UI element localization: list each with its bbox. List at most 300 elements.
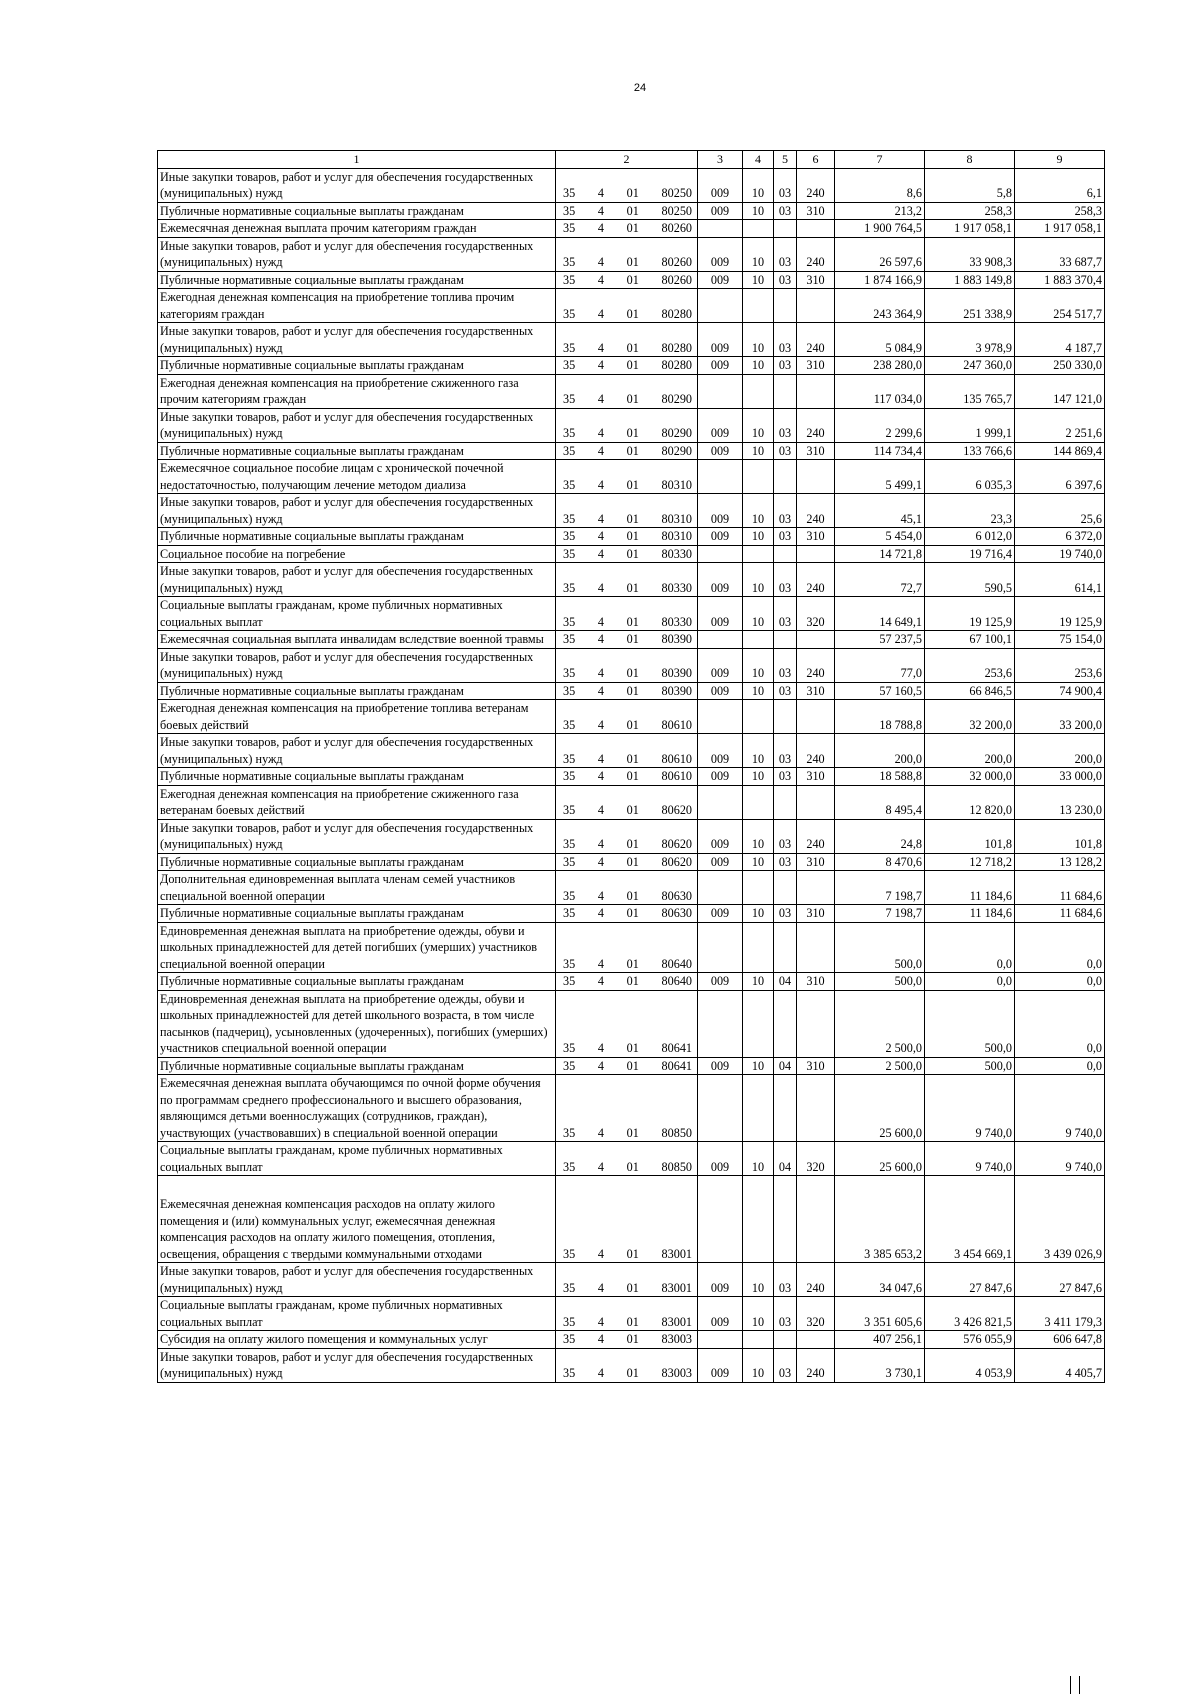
- code-part: 4: [597, 477, 604, 492]
- col-3-cell: 009: [698, 1263, 743, 1297]
- value-col-8: 590,5: [925, 563, 1015, 597]
- row-code: [556, 408, 698, 442]
- row-code: [556, 1142, 698, 1176]
- code-part: 80260: [661, 255, 692, 269]
- code-part: 01: [626, 1280, 639, 1295]
- value-col-7: 5 084,9: [835, 323, 925, 357]
- code-part: 4: [597, 717, 604, 732]
- value-col-9: 3 439 026,9: [1015, 1176, 1105, 1263]
- col-3-cell: [698, 1331, 743, 1349]
- value-col-9: 25,6: [1015, 494, 1105, 528]
- value-col-9: 33 200,0: [1015, 700, 1105, 734]
- code-part: 01: [626, 1125, 639, 1140]
- table-row: [158, 1331, 1105, 1349]
- value-col-7: 1 874 166,9: [835, 271, 925, 289]
- table-row: [158, 323, 1105, 357]
- col-4-cell: 10: [743, 1057, 774, 1075]
- value-col-8: 101,8: [925, 819, 1015, 853]
- value-col-8: 200,0: [925, 734, 1015, 768]
- row-name: Иные закупки товаров, работ и услуг для обеспечения государственных (муниципальных) нужд: [158, 237, 556, 271]
- value-col-9: 75 154,0: [1015, 631, 1105, 649]
- table-row: [158, 408, 1105, 442]
- code-part: 80290: [661, 392, 692, 406]
- col-5-cell: 03: [774, 323, 797, 357]
- code-part: 01: [626, 974, 639, 988]
- scan-edge-mark: [1070, 1676, 1093, 1694]
- code-parts: [558, 528, 695, 545]
- value-col-7: 25 600,0: [835, 1075, 925, 1142]
- row-code: [556, 460, 698, 494]
- row-code: [556, 374, 698, 408]
- code-part: 35: [563, 272, 576, 287]
- col-4-cell: 10: [743, 357, 774, 375]
- value-col-9: 258,3: [1015, 202, 1105, 220]
- row-code: [556, 289, 698, 323]
- col-5-cell: 03: [774, 408, 797, 442]
- code-parts: [558, 1040, 695, 1057]
- code-part: 80330: [661, 580, 692, 595]
- row-name: Иные закупки товаров, работ и услуг для обеспечения государственных (муниципальных) нужд: [158, 408, 556, 442]
- col-6-cell: [797, 785, 835, 819]
- value-col-7: 45,1: [835, 494, 925, 528]
- col-6-cell: 310: [797, 768, 835, 786]
- row-code: [556, 237, 698, 271]
- code-part: 35: [563, 1058, 576, 1073]
- table-row: [158, 990, 1105, 1057]
- row-code: [556, 768, 698, 786]
- table-row: [158, 545, 1105, 563]
- value-col-8: 19 125,9: [925, 597, 1015, 631]
- col-6-cell: 320: [797, 597, 835, 631]
- row-name: Иные закупки товаров, работ и услуг для обеспечения государственных (муниципальных) нужд: [158, 734, 556, 768]
- col-3-cell: [698, 220, 743, 238]
- row-name: Ежемесячная денежная выплата обучающимся по очной форме обучения по программам среднего профессионального и высшего образования, являющимся детьми военнослужащих (сотрудников, граждан), участвующих (участвовавших) в специальной военной операции: [158, 1075, 556, 1142]
- value-col-7: 8 495,4: [835, 785, 925, 819]
- col-5-cell: [774, 785, 797, 819]
- code-part: 01: [626, 186, 639, 200]
- code-part: 35: [563, 906, 576, 920]
- row-name: Единовременная денежная выплата на приобретение одежды, обуви и школьных принадлежностей для детей школьного возраста, в том числе пасынков (падчериц), усыновленных (удочеренных), погибших (умерших) участников специальной военной операции: [158, 990, 556, 1057]
- code-part: 01: [626, 255, 639, 269]
- col-5-cell: [774, 700, 797, 734]
- value-col-9: 0,0: [1015, 973, 1105, 991]
- value-col-8: 0,0: [925, 922, 1015, 973]
- table-row: [158, 357, 1105, 375]
- code-part: 80250: [661, 203, 692, 218]
- code-part: 4: [597, 1041, 604, 1055]
- value-col-8: 4 053,9: [925, 1348, 1015, 1382]
- code-part: 4: [597, 1159, 604, 1174]
- code-part: 35: [563, 1366, 576, 1380]
- col-4-cell: [743, 922, 774, 973]
- row-name: Иные закупки товаров, работ и услуг для обеспечения государственных (муниципальных) нужд: [158, 819, 556, 853]
- col-5-cell: [774, 1331, 797, 1349]
- value-col-7: 200,0: [835, 734, 925, 768]
- value-col-7: 2 299,6: [835, 408, 925, 442]
- value-col-9: 33 687,7: [1015, 237, 1105, 271]
- code-part: 35: [563, 614, 576, 629]
- code-parts: [558, 1159, 695, 1176]
- header-cell: 5: [774, 151, 797, 169]
- col-3-cell: [698, 374, 743, 408]
- table-row: [158, 1057, 1105, 1075]
- col-6-cell: [797, 631, 835, 649]
- table-row: [158, 460, 1105, 494]
- code-part: 4: [597, 837, 604, 851]
- code-parts: [558, 665, 695, 682]
- row-code: [556, 648, 698, 682]
- table-row: [158, 922, 1105, 973]
- value-col-9: 144 869,4: [1015, 442, 1105, 460]
- row-code: [556, 905, 698, 923]
- code-part: 35: [563, 751, 576, 766]
- code-part: 4: [597, 529, 604, 543]
- row-code: [556, 922, 698, 973]
- col-3-cell: [698, 1075, 743, 1142]
- col-4-cell: 10: [743, 682, 774, 700]
- code-part: 80610: [661, 751, 692, 766]
- code-parts: [558, 905, 695, 922]
- code-parts: [558, 973, 695, 990]
- row-code: [556, 871, 698, 905]
- code-part: 01: [626, 1246, 639, 1261]
- col-3-cell: 009: [698, 442, 743, 460]
- code-part: 35: [563, 426, 576, 440]
- code-part: 4: [597, 272, 604, 287]
- code-part: 4: [597, 340, 604, 355]
- row-code: [556, 682, 698, 700]
- row-name: Ежегодная денежная компенсация на приобретение топлива прочим категориям граждан: [158, 289, 556, 323]
- value-col-8: 23,3: [925, 494, 1015, 528]
- table-row: [158, 271, 1105, 289]
- value-col-9: 0,0: [1015, 922, 1105, 973]
- code-part: 83003: [661, 1332, 692, 1346]
- code-part: 35: [563, 306, 576, 321]
- code-part: 35: [563, 683, 576, 698]
- row-name: Ежемесячное социальное пособие лицам с хронической почечной недостаточностью, получающим лечение методом диализа: [158, 460, 556, 494]
- row-code: [556, 271, 698, 289]
- col-6-cell: [797, 1176, 835, 1263]
- value-col-8: 133 766,6: [925, 442, 1015, 460]
- value-col-7: 2 500,0: [835, 990, 925, 1057]
- value-col-9: 1 917 058,1: [1015, 220, 1105, 238]
- value-col-8: 27 847,6: [925, 1263, 1015, 1297]
- table-row: [158, 853, 1105, 871]
- table-row: [158, 1075, 1105, 1142]
- value-col-8: 6 035,3: [925, 460, 1015, 494]
- col-6-cell: [797, 700, 835, 734]
- code-parts: [558, 220, 695, 237]
- table-body: [158, 151, 1105, 1383]
- code-parts: [558, 802, 695, 819]
- code-part: 4: [597, 956, 604, 971]
- code-part: 4: [597, 854, 604, 869]
- code-parts: [558, 854, 695, 871]
- code-parts: [558, 751, 695, 768]
- col-3-cell: 009: [698, 168, 743, 202]
- code-part: 83001: [661, 1314, 692, 1329]
- table-row: [158, 905, 1105, 923]
- col-6-cell: 310: [797, 202, 835, 220]
- code-part: 83001: [661, 1280, 692, 1295]
- value-col-8: 6 012,0: [925, 528, 1015, 546]
- value-col-8: 251 338,9: [925, 289, 1015, 323]
- code-part: 4: [597, 1246, 604, 1261]
- code-part: 01: [626, 837, 639, 851]
- row-code: [556, 220, 698, 238]
- col-4-cell: 10: [743, 442, 774, 460]
- row-name: Ежемесячная денежная выплата прочим категориям граждан: [158, 220, 556, 238]
- col-5-cell: 04: [774, 973, 797, 991]
- code-part: 35: [563, 477, 576, 492]
- code-part: 4: [597, 888, 604, 903]
- col-6-cell: 310: [797, 973, 835, 991]
- row-code: [556, 1263, 698, 1297]
- code-parts: [558, 391, 695, 408]
- row-code: [556, 819, 698, 853]
- value-col-7: 14 721,8: [835, 545, 925, 563]
- header-cell: 4: [743, 151, 774, 169]
- col-4-cell: 10: [743, 905, 774, 923]
- col-4-cell: 10: [743, 237, 774, 271]
- col-6-cell: 310: [797, 853, 835, 871]
- col-6-cell: 310: [797, 905, 835, 923]
- code-part: 01: [626, 529, 639, 543]
- code-part: 35: [563, 1041, 576, 1055]
- col-4-cell: [743, 545, 774, 563]
- value-col-8: 12 820,0: [925, 785, 1015, 819]
- code-part: 01: [626, 632, 639, 646]
- col-3-cell: 009: [698, 323, 743, 357]
- page-number: 24: [633, 82, 647, 94]
- code-part: 4: [597, 580, 604, 595]
- value-col-7: 5 454,0: [835, 528, 925, 546]
- row-name: Иные закупки товаров, работ и услуг для обеспечения государственных (муниципальных) нужд: [158, 1263, 556, 1297]
- code-part: 35: [563, 443, 576, 458]
- col-4-cell: 10: [743, 973, 774, 991]
- col-3-cell: 009: [698, 1142, 743, 1176]
- code-part: 01: [626, 426, 639, 440]
- code-part: 01: [626, 906, 639, 920]
- code-part: 4: [597, 443, 604, 458]
- code-part: 80280: [661, 306, 692, 321]
- row-code: [556, 563, 698, 597]
- col-3-cell: 009: [698, 853, 743, 871]
- table-row: [158, 1297, 1105, 1331]
- col-5-cell: 03: [774, 494, 797, 528]
- row-name: Иные закупки товаров, работ и услуг для обеспечения государственных (муниципальных) нужд: [158, 494, 556, 528]
- code-part: 80850: [661, 1159, 692, 1174]
- code-part: 35: [563, 769, 576, 783]
- code-part: 4: [597, 769, 604, 783]
- value-col-9: 1 883 370,4: [1015, 271, 1105, 289]
- value-col-8: 135 765,7: [925, 374, 1015, 408]
- code-part: 01: [626, 580, 639, 595]
- code-part: 4: [597, 426, 604, 440]
- code-part: 01: [626, 1332, 639, 1346]
- row-code: [556, 528, 698, 546]
- col-3-cell: [698, 289, 743, 323]
- code-parts: [558, 1365, 695, 1382]
- value-col-9: 13 230,0: [1015, 785, 1105, 819]
- col-3-cell: 009: [698, 408, 743, 442]
- col-5-cell: 04: [774, 1142, 797, 1176]
- code-part: 4: [597, 1366, 604, 1380]
- value-col-8: 5,8: [925, 168, 1015, 202]
- row-name: Иные закупки товаров, работ и услуг для обеспечения государственных (муниципальных) нужд: [158, 323, 556, 357]
- row-name: Публичные нормативные социальные выплаты гражданам: [158, 853, 556, 871]
- code-part: 35: [563, 221, 576, 235]
- row-name: Иные закупки товаров, работ и услуг для обеспечения государственных (муниципальных) нужд: [158, 563, 556, 597]
- code-part: 35: [563, 203, 576, 218]
- col-5-cell: 03: [774, 271, 797, 289]
- value-col-8: 66 846,5: [925, 682, 1015, 700]
- row-name: Публичные нормативные социальные выплаты гражданам: [158, 1057, 556, 1075]
- code-part: 4: [597, 358, 604, 372]
- code-part: 01: [626, 769, 639, 783]
- value-col-7: 7 198,7: [835, 905, 925, 923]
- col-6-cell: 320: [797, 1297, 835, 1331]
- value-col-9: 614,1: [1015, 563, 1105, 597]
- code-part: 01: [626, 221, 639, 235]
- col-5-cell: 03: [774, 682, 797, 700]
- row-code: [556, 1297, 698, 1331]
- code-part: 4: [597, 186, 604, 200]
- table-row: [158, 819, 1105, 853]
- code-part: 80310: [661, 529, 692, 543]
- code-part: 01: [626, 956, 639, 971]
- code-parts: [558, 1058, 695, 1075]
- col-4-cell: 10: [743, 1297, 774, 1331]
- table-row: [158, 168, 1105, 202]
- table-row: [158, 202, 1105, 220]
- code-part: 4: [597, 546, 604, 561]
- value-col-9: 33 000,0: [1015, 768, 1105, 786]
- code-part: 35: [563, 546, 576, 561]
- value-col-8: 3 426 821,5: [925, 1297, 1015, 1331]
- value-col-8: 3 454 669,1: [925, 1176, 1015, 1263]
- row-name: Ежегодная денежная компенсация на приобретение сжиженного газа прочим категориям граждан: [158, 374, 556, 408]
- row-name: Публичные нормативные социальные выплаты гражданам: [158, 682, 556, 700]
- col-3-cell: 009: [698, 1297, 743, 1331]
- row-name: Социальные выплаты гражданам, кроме публичных нормативных социальных выплат: [158, 1142, 556, 1176]
- code-part: 35: [563, 1246, 576, 1261]
- col-4-cell: 10: [743, 168, 774, 202]
- col-3-cell: [698, 631, 743, 649]
- col-6-cell: [797, 374, 835, 408]
- value-col-9: 250 330,0: [1015, 357, 1105, 375]
- code-part: 01: [626, 1159, 639, 1174]
- row-name: Иные закупки товаров, работ и услуг для обеспечения государственных (муниципальных) нужд: [158, 168, 556, 202]
- col-5-cell: 03: [774, 853, 797, 871]
- col-3-cell: 009: [698, 734, 743, 768]
- col-6-cell: 310: [797, 357, 835, 375]
- code-part: 4: [597, 306, 604, 321]
- col-5-cell: 03: [774, 237, 797, 271]
- value-col-8: 67 100,1: [925, 631, 1015, 649]
- col-4-cell: 10: [743, 819, 774, 853]
- row-name: Публичные нормативные социальные выплаты гражданам: [158, 905, 556, 923]
- value-col-7: 77,0: [835, 648, 925, 682]
- code-part: 4: [597, 203, 604, 218]
- row-code: [556, 631, 698, 649]
- code-part: 80610: [661, 769, 692, 783]
- value-col-9: 9 740,0: [1015, 1075, 1105, 1142]
- col-6-cell: [797, 990, 835, 1057]
- code-part: 01: [626, 614, 639, 629]
- code-part: 35: [563, 511, 576, 526]
- code-part: 80850: [661, 1125, 692, 1140]
- col-3-cell: [698, 990, 743, 1057]
- code-part: 4: [597, 511, 604, 526]
- code-parts: [558, 836, 695, 853]
- value-col-7: 2 500,0: [835, 1057, 925, 1075]
- value-col-8: 33 908,3: [925, 237, 1015, 271]
- value-col-7: 14 649,1: [835, 597, 925, 631]
- code-part: 35: [563, 803, 576, 817]
- value-col-9: 13 128,2: [1015, 853, 1105, 871]
- row-code: [556, 785, 698, 819]
- col-3-cell: 009: [698, 202, 743, 220]
- col-6-cell: 310: [797, 1057, 835, 1075]
- code-part: 80280: [661, 340, 692, 355]
- code-part: 4: [597, 1314, 604, 1329]
- row-name: Социальное пособие на погребение: [158, 545, 556, 563]
- row-name: Публичные нормативные социальные выплаты гражданам: [158, 271, 556, 289]
- value-col-8: 253,6: [925, 648, 1015, 682]
- col-3-cell: 009: [698, 768, 743, 786]
- code-part: 35: [563, 1125, 576, 1140]
- code-part: 01: [626, 803, 639, 817]
- row-code: [556, 853, 698, 871]
- col-3-cell: [698, 785, 743, 819]
- value-col-9: 19 125,9: [1015, 597, 1105, 631]
- col-4-cell: 10: [743, 1142, 774, 1176]
- code-parts: [558, 888, 695, 905]
- value-col-7: 407 256,1: [835, 1331, 925, 1349]
- code-part: 4: [597, 906, 604, 920]
- value-col-8: 19 716,4: [925, 545, 1015, 563]
- col-3-cell: [698, 460, 743, 494]
- code-part: 4: [597, 255, 604, 269]
- code-part: 80290: [661, 443, 692, 458]
- table-row: [158, 528, 1105, 546]
- col-6-cell: 240: [797, 1348, 835, 1382]
- code-part: 01: [626, 443, 639, 458]
- value-col-7: 500,0: [835, 922, 925, 973]
- col-4-cell: [743, 1176, 774, 1263]
- code-parts: [558, 683, 695, 700]
- code-parts: [558, 1314, 695, 1331]
- row-code: [556, 1331, 698, 1349]
- col-6-cell: 240: [797, 819, 835, 853]
- row-name: Иные закупки товаров, работ и услуг для обеспечения государственных (муниципальных) нужд: [158, 1348, 556, 1382]
- code-part: 80260: [661, 221, 692, 235]
- col-6-cell: [797, 1075, 835, 1142]
- col-3-cell: 009: [698, 682, 743, 700]
- row-code: [556, 734, 698, 768]
- value-col-8: 9 740,0: [925, 1142, 1015, 1176]
- code-part: 01: [626, 203, 639, 218]
- value-col-7: 7 198,7: [835, 871, 925, 905]
- code-part: 01: [626, 546, 639, 561]
- col-6-cell: 240: [797, 494, 835, 528]
- code-part: 35: [563, 974, 576, 988]
- col-6-cell: [797, 545, 835, 563]
- value-col-9: 0,0: [1015, 1057, 1105, 1075]
- col-5-cell: [774, 220, 797, 238]
- col-3-cell: 009: [698, 648, 743, 682]
